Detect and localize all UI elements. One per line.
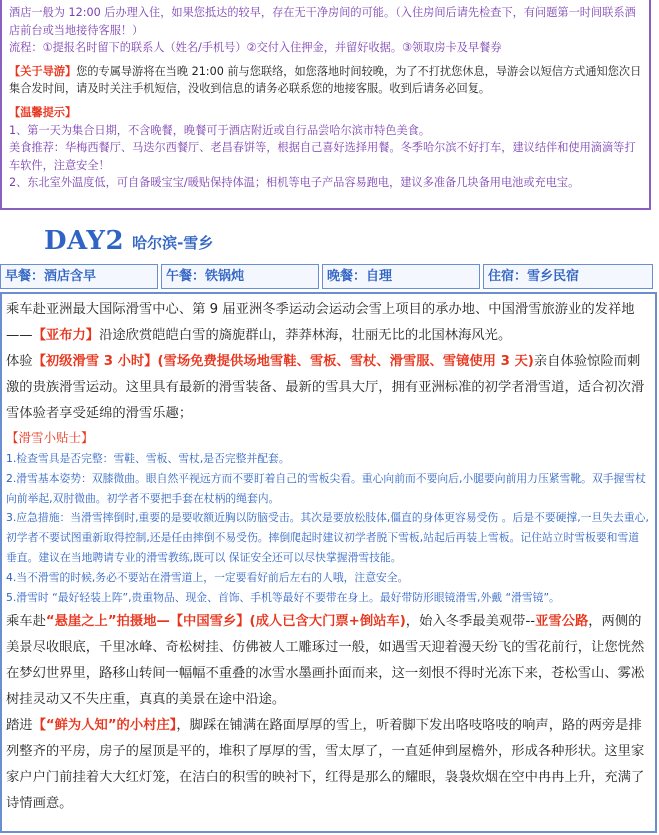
ski-tip-1: 1.检查雪具是否完整：雪鞋、雪板、雪杖,是否完整并配套。: [6, 452, 290, 465]
p2-tail: 亲自体验惊险而刺激的贵族滑雪运动。这里具有最新的滑雪装备、最新的雪具大厅，拥有亚洲标准的初学者滑雪道，适合初次滑雪体验者享受延绵的滑雪乐趣；: [6, 354, 645, 421]
paragraph-village: [6, 713, 649, 817]
ski-tip-4: 4.当不滑雪的时候,务必不要站在滑雪道上，一定要看好前后左右的人哦，注意安全。: [6, 570, 409, 584]
tip-1: 1、第一天为集合日期，不含晚餐，晚餐可于酒店附近或自行品尝哈尔滨市特色美食。: [9, 123, 431, 137]
p1-text: 乘车赴亚洲最大国际滑雪中心、第 9 届亚洲冬季运动会运动会雪上项目的承办地、中国滑雪旅游业的发祥地——: [6, 302, 635, 343]
p3-head: 乘车赴: [6, 614, 46, 630]
meal-bar: [0, 264, 659, 291]
ski-tips-list: [6, 449, 649, 607]
guide-title: 【关于导游】: [9, 64, 77, 78]
tips-title: 【温馨提示】: [9, 105, 77, 119]
p3-highlight-2: 亚雪公路: [535, 614, 589, 630]
tip-2: 2、东北室外温度低，可自备暖宝宝/暖贴保持体温；相机等电子产品容易跑电，建议多准备几块备用电池或充电宝。: [9, 176, 580, 190]
meal-hotel: 住宿：雪乡民宿: [483, 264, 653, 289]
paragraph-ski: [6, 349, 649, 427]
p1-highlight: 【亚布力】: [32, 328, 100, 343]
p2-head: 体验: [6, 354, 33, 369]
ski-tip-5: 5.滑雪时 “最好轻装上阵”,贵重物品、现金、首饰、手机等最好不要带在身上。最好带防形眼镜滑雪,外戴 “滑雪镜”。: [6, 590, 560, 604]
meal-lunch: 午餐：铁锅炖: [161, 264, 319, 289]
day-title: 哈尔滨-雪乡: [132, 234, 214, 252]
day-header: [44, 226, 213, 256]
ski-tip-3: 3.应急措施：当滑雪摔倒时,重要的是要收额近胸以防脑受击。其次是要放松肢体,僵直的身体更容易受伤 。后是不要硬撑,一旦失去重心,初学者不要试图重新取得控制,还是任由摔倒不易受伤。摔倒爬起时建议初学者脱下雪板,站起后再装上雪板。记住站立时雪板要和雪道垂直。建议在当地聘请专业的滑雪教练,既可以 保证安全还可以尽快掌握滑雪技能。: [6, 511, 649, 564]
tip-food: 美食推荐：华梅西餐厅、马迭尔西餐厅、老昌春饼等，根据自己喜好选择用餐。冬季哈尔滨不好打车，建议结伴和使用滴滴等打车软件，注意安全！: [9, 141, 636, 172]
meal-dinner: 晚餐：自理: [322, 264, 480, 289]
guide-section: [9, 63, 643, 98]
ski-tips-title: 【滑雪小贴士】: [6, 430, 94, 445]
guide-text: 您的专属导游将在当晚 21:00 前与您联络，如您落地时间较晚，为了不打扰您休息，导游会以短信方式通知您次日集合发时间，请及时关注手机短信，没收到信息的请务必联系您的地接客服。收到后请务必回复。: [9, 64, 642, 96]
p4-tail: ，脚踩在铺满在路面厚厚的雪上，听着脚下发出咯吱咯吱的响声，路的两旁是排列整齐的平房，房子的屋顶是平的，堆积了厚厚的雪，雪太厚了，一直延伸到屋檐外，形成各种形状。这里家家户户门前挂着大大红灯笼，在洁白的积雪的映衬下，红得是那么的耀眼，袅袅炊烟在空中冉冉上升，充满了诗情画意。: [6, 718, 645, 812]
day-label: DAY2: [44, 226, 125, 256]
meal-breakfast: 早餐：酒店含早: [0, 264, 158, 289]
ski-tip-2: 2.滑雪基本姿势：双膝微曲。眼自然平视远方而不要盯着自己的雪板尖看。重心向前而不要向后,小腿要向前用力压紧雪靴。双手握雪杖向前举起,双肘微曲。初学者不要把手套在杖柄的绳套内。: [6, 471, 646, 505]
p3-highlight: “悬崖之上”拍摄地—【中国雪乡】(成人已含大门票+倒站车): [45, 614, 406, 630]
p1-tail: 沿途欣赏皑皑白雪的旖旎群山，莽莽林海，壮丽无比的北国林海风光。: [99, 328, 512, 343]
p3-mid: ，始入冬季最美观带--: [405, 614, 536, 630]
checkin-note: 酒店一般为 12:00 后办理入住，如果您抵达的较早，存在无干净房间的可能。（入住房间后请先检查下，有问题第一时间联系酒店前台或当地接待客服！）: [9, 6, 636, 37]
paragraph-snow-village: [6, 609, 649, 713]
paragraph-yabuli: [6, 297, 649, 349]
p2-highlight: 【初级滑雪 3 小时】(雪场免费提供场地雪鞋、雪板、雪杖、滑雪服、雪镜使用 3 天): [32, 354, 534, 369]
p3-tail: ，两侧的美景尽收眼底，千里冰峰、奇松树挂、仿佛被人工雕琢过一般，如遇雪天迎着漫天纷飞的雪花前行，让您恍然在梦幻世界里，路移山转间一幅幅不重叠的冰雪水墨画扑面而来，这一刻恨不得时光冻下来，苍松雪山、雾凇树挂灵动又不失庄重，真真的美景在途中沿途。: [6, 614, 645, 708]
itinerary-content: [0, 292, 657, 833]
tips-section: [9, 104, 643, 192]
hotel-info-box: [0, 0, 651, 210]
p4-highlight: 【“鲜为人知”的小村庄】: [32, 718, 177, 734]
checkin-process: 流程：①提报名时留下的联系人（姓名/手机号）②交付入住押金，并留好收据。③领取房卡及早餐券: [9, 41, 502, 55]
p4-head: 踏进: [6, 718, 33, 734]
